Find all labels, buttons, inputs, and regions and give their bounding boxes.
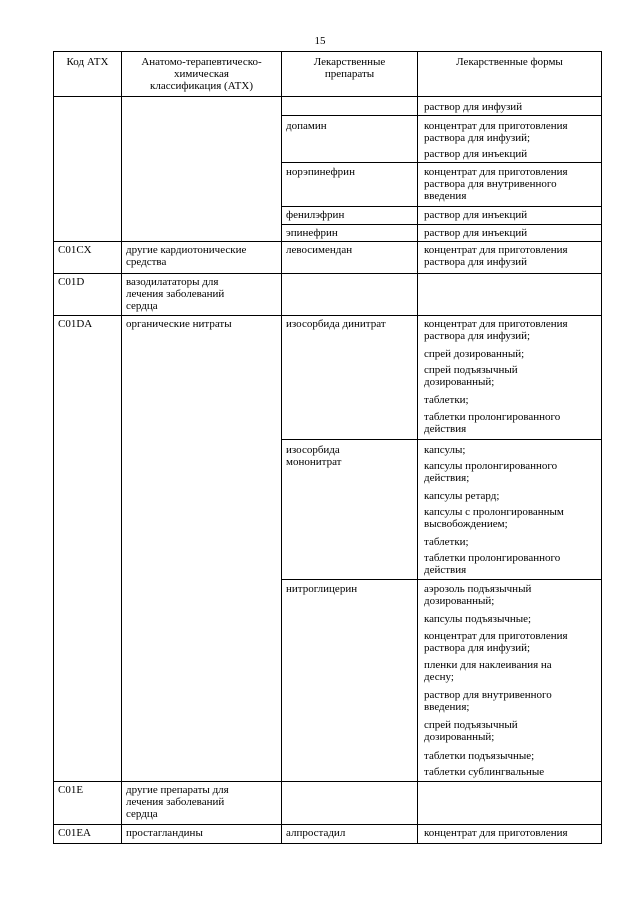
dosage-form: таблетки подъязычные; — [424, 750, 535, 762]
atc-classification: другие препараты для лечения заболеваний сердца — [126, 784, 229, 820]
dosage-form: раствор для инъекций — [424, 209, 528, 221]
dosage-form: концентрат для приготовления раствора для инфузий; — [424, 120, 568, 144]
dosage-form: капсулы с пролонгированным высвобождением; — [424, 506, 564, 530]
drug-name: фенилэфрин — [286, 209, 345, 221]
dosage-form: таблетки сублингвальные — [424, 766, 545, 778]
dosage-form: спрей подъязычный дозированный; — [424, 719, 518, 743]
row-divider — [281, 115, 602, 116]
page-number: 15 — [314, 35, 326, 47]
dosage-form: пленки для наклеивания на десну; — [424, 659, 552, 683]
row-divider — [53, 315, 602, 316]
column-header-drugs: Лекарственные препараты — [313, 56, 386, 80]
drug-name: эпинефрин — [286, 227, 338, 239]
drug-name: изосорбида мононитрат — [286, 444, 342, 468]
row-divider — [53, 273, 602, 274]
dosage-form: концентрат для приготовления раствора для инфузий; — [424, 630, 568, 654]
atc-classification: вазодилататоры для лечения заболеваний сердца — [126, 276, 225, 312]
column-header-forms: Лекарственные формы — [456, 56, 563, 68]
dosage-form: таблетки пролонгированного действия — [424, 552, 561, 576]
atc-classification: органические нитраты — [126, 318, 232, 330]
atc-classification: другие кардиотонические средства — [126, 244, 247, 268]
dosage-form: концентрат для приготовления раствора для инфузий; — [424, 318, 568, 342]
dosage-form: таблетки; — [424, 536, 469, 548]
dosage-form: концентрат для приготовления раствора для инфузий — [424, 244, 568, 268]
atc-code: C01CX — [58, 244, 92, 256]
dosage-form: капсулы ретард; — [424, 490, 500, 502]
atc-code: C01DA — [58, 318, 93, 330]
drug-name: левосимендан — [286, 244, 353, 256]
dosage-form: спрей подъязычный дозированный; — [424, 364, 518, 388]
row-divider — [53, 241, 602, 242]
row-divider — [53, 824, 602, 825]
dosage-form: капсулы подъязычные; — [424, 613, 532, 625]
column-header-code: Код АТХ — [66, 56, 109, 68]
dosage-form: концентрат для приготовления раствора для внутривенного введения — [424, 166, 568, 202]
table-border-top — [53, 51, 602, 52]
atc-code: C01D — [58, 276, 85, 288]
table-border-bottom — [53, 843, 602, 844]
table-border-left — [53, 51, 54, 844]
row-divider — [281, 439, 602, 440]
dosage-form: раствор для инъекций — [424, 148, 528, 160]
drug-name: нитроглицерин — [286, 583, 358, 595]
dosage-form: спрей дозированный; — [424, 348, 525, 360]
dosage-form: капсулы; — [424, 444, 466, 456]
column-divider — [121, 51, 122, 844]
drug-name: изосорбида динитрат — [286, 318, 386, 330]
row-divider — [281, 579, 602, 580]
dosage-form: таблетки пролонгированного действия — [424, 411, 561, 435]
atc-code: C01E — [58, 784, 84, 796]
column-divider — [417, 51, 418, 844]
drug-name: допамин — [286, 120, 327, 132]
row-divider — [53, 781, 602, 782]
row-divider — [281, 206, 602, 207]
dosage-form: раствор для инфузий — [424, 101, 523, 113]
drug-name: норэпинефрин — [286, 166, 355, 178]
row-divider — [281, 224, 602, 225]
dosage-form: раствор для инъекций — [424, 227, 528, 239]
drug-name: алпростадил — [286, 827, 346, 839]
row-divider — [281, 162, 602, 163]
column-header-classification: Анатомо-терапевтическо- химическая классификация (АТХ) — [141, 56, 262, 92]
dosage-form: концентрат для приготовления — [424, 827, 568, 839]
dosage-form: таблетки; — [424, 394, 469, 406]
dosage-form: капсулы пролонгированного действия; — [424, 460, 558, 484]
atc-code: C01EA — [58, 827, 91, 839]
dosage-form: аэрозоль подъязычный дозированный; — [424, 583, 532, 607]
atc-classification: простагландины — [126, 827, 203, 839]
dosage-form: раствор для внутривенного введения; — [424, 689, 552, 713]
column-divider — [281, 51, 282, 844]
header-divider — [53, 96, 602, 97]
